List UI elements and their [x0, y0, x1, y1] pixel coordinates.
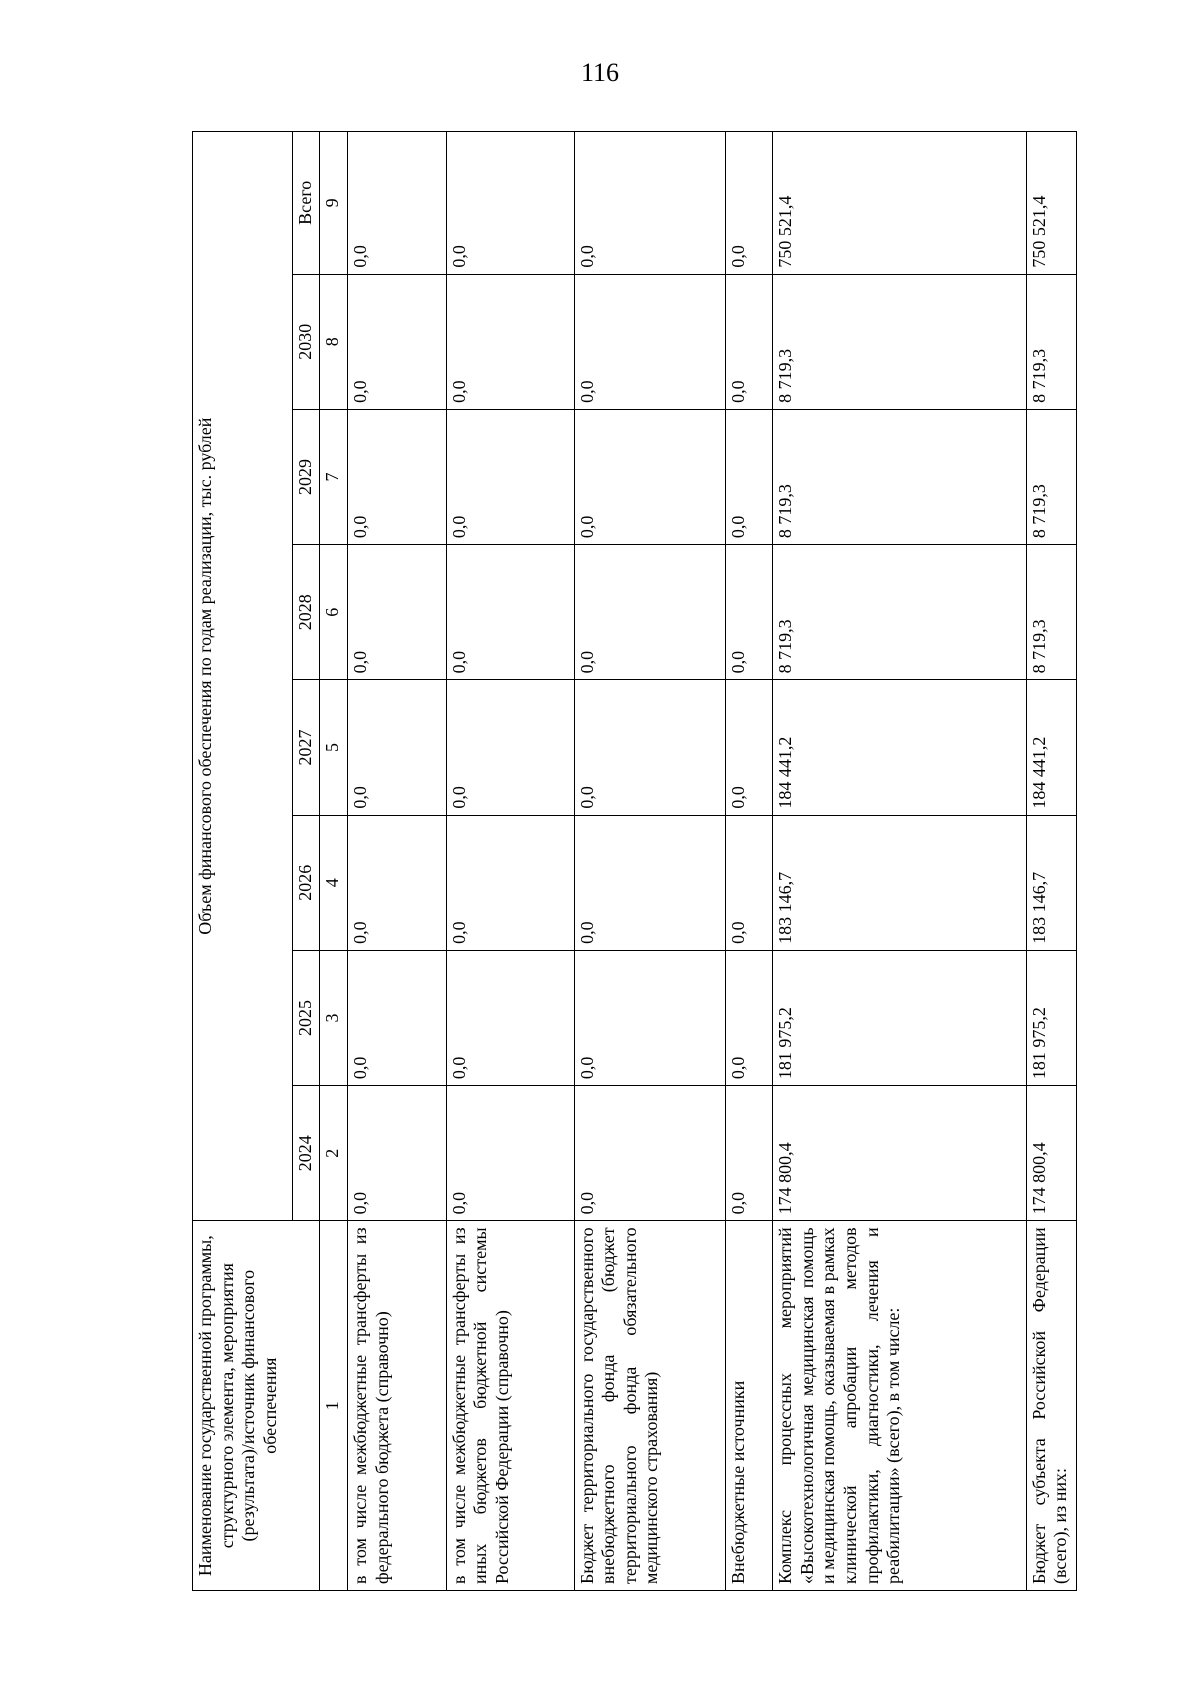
row-total: 0,0 — [348, 132, 447, 275]
row-value: 8 719,3 — [1026, 274, 1076, 409]
row-value: 183 146,7 — [1026, 815, 1076, 950]
year-header: 2028 — [292, 545, 320, 680]
column-number: 3 — [320, 950, 348, 1085]
row-value: 0,0 — [726, 409, 773, 544]
row-value: 174 800,4 — [773, 1086, 1027, 1221]
row-total: 750 521,4 — [773, 132, 1027, 275]
row-value: 0,0 — [348, 274, 447, 409]
volume-header: Объем финансового обеспечения по годам реализации, тыс. рублей — [193, 132, 293, 1221]
table-row — [348, 132, 447, 1591]
row-value: 0,0 — [574, 1086, 726, 1221]
column-number: 9 — [320, 132, 348, 275]
row-value: 8 719,3 — [773, 409, 1027, 544]
row-value: 0,0 — [348, 680, 447, 815]
row-value: 0,0 — [574, 274, 726, 409]
row-value: 184 441,2 — [773, 680, 1027, 815]
year-header: 2024 — [292, 1086, 320, 1221]
row-value: 0,0 — [726, 680, 773, 815]
column-number: 6 — [320, 545, 348, 680]
row-value: 0,0 — [348, 950, 447, 1085]
row-value: 181 975,2 — [1026, 950, 1076, 1085]
row-value: 0,0 — [446, 274, 574, 409]
row-value: 0,0 — [446, 680, 574, 815]
row-total: 0,0 — [726, 132, 773, 275]
page-number: 116 — [580, 58, 620, 87]
column-number: 1 — [320, 1221, 348, 1591]
row-value: 0,0 — [348, 815, 447, 950]
row-value: 0,0 — [574, 815, 726, 950]
row-value: 0,0 — [446, 815, 574, 950]
row-value: 0,0 — [446, 409, 574, 544]
row-name: в том числе межбюджетные трансферты из иных бюджетов бюджетной системы Российской Федерации (справочно) — [446, 1221, 574, 1591]
row-total: 0,0 — [574, 132, 726, 275]
column-number: 5 — [320, 680, 348, 815]
row-value: 181 975,2 — [773, 950, 1027, 1085]
row-value: 0,0 — [446, 545, 574, 680]
row-value: 0,0 — [348, 1086, 447, 1221]
row-value: 0,0 — [574, 950, 726, 1085]
row-value: 0,0 — [726, 815, 773, 950]
row-name: Бюджет субъекта Российской Федерации (всего), из них: — [1026, 1221, 1076, 1591]
row-value: 183 146,7 — [773, 815, 1027, 950]
column-number: 7 — [320, 409, 348, 544]
year-header: 2026 — [292, 815, 320, 950]
table-row — [773, 132, 1027, 1591]
table-row — [574, 132, 726, 1591]
column-number: 8 — [320, 274, 348, 409]
table-row — [726, 132, 773, 1591]
row-name: в том числе межбюджетные трансферты из федерального бюджета (справочно) — [348, 1221, 447, 1591]
row-value: 8 719,3 — [773, 545, 1027, 680]
row-value: 0,0 — [726, 950, 773, 1085]
column-numbers-row — [320, 132, 348, 1591]
row-value: 8 719,3 — [1026, 545, 1076, 680]
total-header: Всего — [292, 132, 320, 275]
row-value: 0,0 — [726, 274, 773, 409]
row-value: 174 800,4 — [1026, 1086, 1076, 1221]
row-value: 0,0 — [446, 950, 574, 1085]
column-number: 2 — [320, 1086, 348, 1221]
row-value: 0,0 — [446, 1086, 574, 1221]
row-value: 0,0 — [726, 545, 773, 680]
row-value: 8 719,3 — [1026, 409, 1076, 544]
row-value: 184 441,2 — [1026, 680, 1076, 815]
table-row — [446, 132, 574, 1591]
row-value: 0,0 — [726, 1086, 773, 1221]
row-name: Комплекс процессных мероприятий «Высокотехнологичная медицинская помощь и медицинская помощь, оказываемая в рамках клинической апробации методов профилактики, диагностики, лечения и реабилитации» (всего), в том числе: — [773, 1221, 1027, 1591]
year-header: 2030 — [292, 274, 320, 409]
year-header: 2029 — [292, 409, 320, 544]
row-value: 0,0 — [574, 409, 726, 544]
row-value: 0,0 — [574, 545, 726, 680]
row-value: 0,0 — [348, 409, 447, 544]
row-name: Внебюджетные источники — [726, 1221, 773, 1591]
row-value: 8 719,3 — [773, 274, 1027, 409]
row-value: 0,0 — [348, 545, 447, 680]
column-number: 4 — [320, 815, 348, 950]
row-total: 0,0 — [446, 132, 574, 275]
row-value: 0,0 — [574, 680, 726, 815]
year-header: 2027 — [292, 680, 320, 815]
rotated-table-container — [192, 131, 1077, 1591]
name-column-header: Наименование государственной программы, структурного элемента, мероприятия (результата)/источник финансового обеспечения — [193, 1221, 320, 1591]
table-row — [1026, 132, 1076, 1591]
row-name: Бюджет территориального государственного внебюджетного фонда (бюджет территориального фонда обязательного медицинского страхования) — [574, 1221, 726, 1591]
financing-table — [192, 131, 1077, 1591]
year-header: 2025 — [292, 950, 320, 1085]
row-total: 750 521,4 — [1026, 132, 1076, 275]
